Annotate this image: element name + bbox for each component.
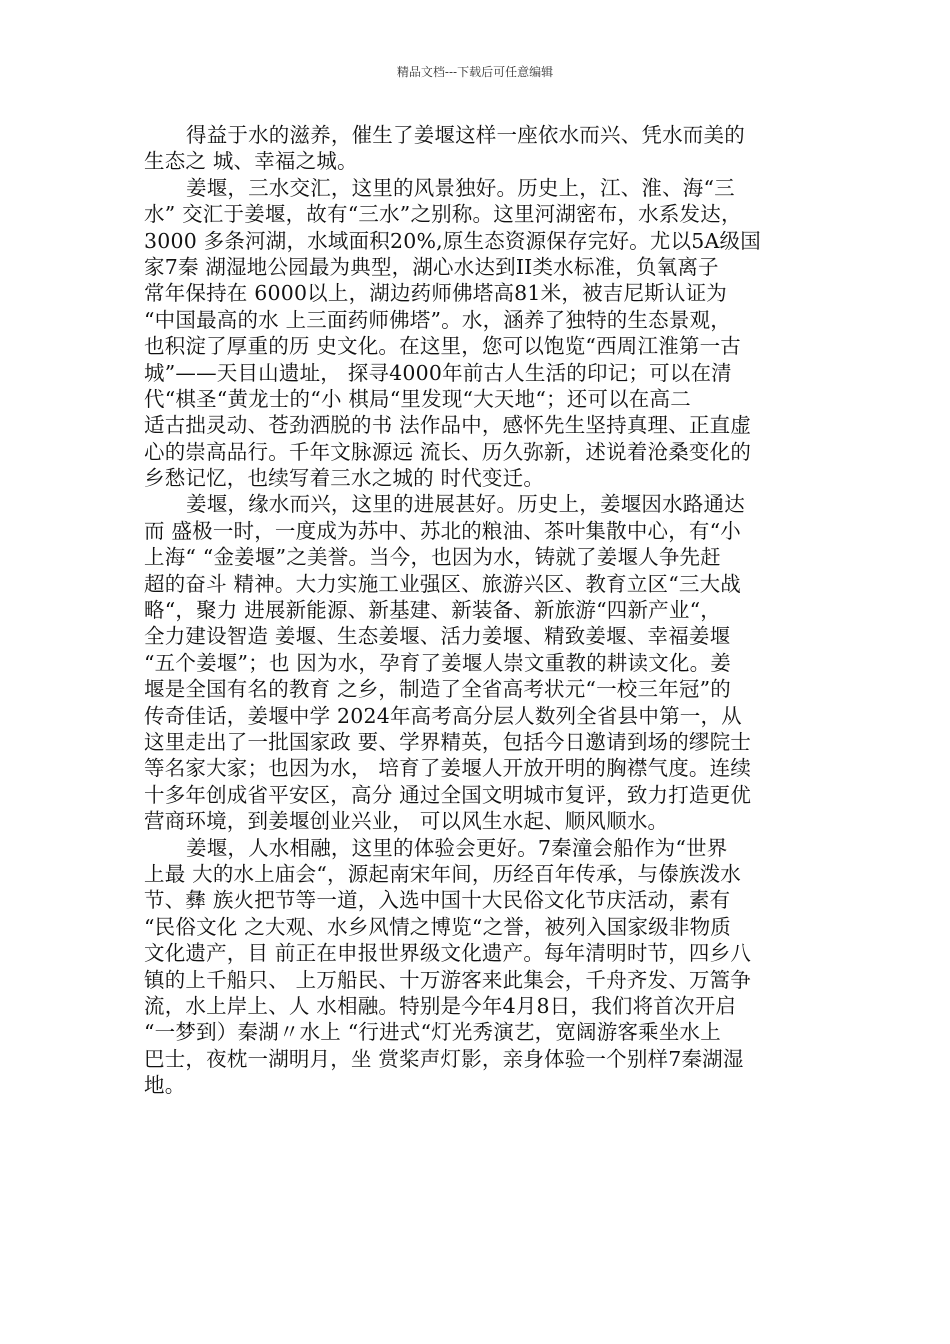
text-line: 这里走出了一批国家政 要、学界精英，包括今日邀请到场的缪院士 (144, 729, 752, 754)
text-line: 全力建设智造 姜堰、生态姜堰、活力姜堰、精致姜堰、幸福姜堰 (144, 624, 731, 649)
text-line: 适古拙灵动、苍劲洒脱的书 法作品中，感怀先生坚持真理、正直虚 (144, 413, 752, 438)
text-line: “五个姜堰”；也 因为水，孕育了姜堰人崇文重教的耕读文化。姜 (144, 650, 731, 675)
text-line: 水” 交汇于姜堰，故有“三水”之别称。这里河湖密布，水系发达， (144, 202, 742, 227)
text-line: “民俗文化 之大观、水乡风情之博览“之誉，被列入国家级非物质 (144, 914, 731, 939)
text-line: 巴士，夜枕一湖明月，坐 赏桨声灯影，亲身体验一个别样7秦湖湿 (144, 1046, 744, 1071)
text-line: 传奇佳话，姜堰中学 2024年高考高分层人数列全省县中第一，从 (144, 703, 742, 728)
text-line: 地。 (144, 1073, 186, 1098)
page-header: 精品文档---下载后可任意编辑 (396, 65, 554, 79)
document-body (144, 122, 818, 1098)
text-line: 节、彝 族火把节等一道，入选中国十大民俗文化节庆活动，素有 (144, 888, 731, 913)
text-line: 镇的上千船只、 上万船民、十万游客来此集会，千舟齐发、万篙争 (144, 967, 752, 992)
text-line: 营商环境，到姜堰创业兴业， 可以风生水起、顺风顺水。 (144, 809, 669, 834)
text-line: 乡愁记忆，也续写着三水之城的 时代变迁。 (144, 466, 545, 491)
text-line: 心的崇高品行。千年文脉源远 流长、历久弥新，述说着沧桑变化的 (144, 439, 752, 464)
text-line: 城”——天目山遗址， 探寻4000年前古人生活的印记；可以在清 (144, 360, 732, 385)
text-line: 略“，聚力 进展新能源、新基建、新装备、新旅游“四新产业“， (144, 598, 721, 623)
text-line: “一梦到）秦湖〃水上 “行进式“灯光秀演艺，宽阔游客乘坐水上 (144, 1020, 721, 1045)
text-line: 而 盛极一时，一度成为苏中、苏北的粮油、茶叶集散中心，有“小 (144, 518, 741, 543)
paragraph-development (144, 491, 818, 834)
text-line: 也积淀了厚重的历 史文化。在这里，您可以饱览“西周江淮第一古 (144, 334, 741, 359)
text-line: 姜堰，三水交汇，这里的风景独好。历史上，江、淮、海“三 (186, 175, 735, 200)
text-line: 得益于水的滋养，催生了姜堰这样一座依水而兴、凭水而美的 (186, 123, 745, 147)
text-line: 上最 大的水上庙会“，源起南宋年间，历经百年传承，与傣族泼水 (144, 861, 741, 886)
text-line: 超的奋斗 精神。大力实施工业强区、旅游兴区、教育立区“三大战 (144, 571, 741, 596)
text-line: 等名家大家；也因为水， 培育了姜堰人开放开明的胸襟气度。连续 (144, 756, 752, 781)
text-line: 3000 多条河湖，水域面积20%,原生态资源保存完好。尤以5A级国 (144, 228, 761, 253)
paragraph-intro (144, 122, 818, 175)
text-line: 代“棋圣“黄龙士的“小 棋局“里发现“大天地“；还可以在高二 (144, 386, 691, 411)
text-line: 堰是全国有名的教育 之乡，制造了全省高考状元“一校三年冠”的 (144, 677, 731, 702)
text-line: 常年保持在 6000以上，湖边药师佛塔高81米，被吉尼斯认证为 (144, 281, 727, 306)
paragraph-scenery (144, 175, 818, 492)
text-line: 文化遗产，目 前正在申报世界级文化遗产。每年清明时节，四乡八 (144, 941, 752, 966)
text-line: “中国最高的水 上三面药师佛塔”。水，涵养了独特的生态景观， (144, 307, 731, 332)
text-line: 流，水上岸上、人 水相融。特别是今年4月8日，我们将首次开启 (144, 993, 737, 1018)
text-line: 生态之 城、幸福之城。 (144, 149, 358, 174)
paragraph-experience (144, 835, 818, 1099)
text-line: 姜堰，人水相融，这里的体验会更好。7秦潼会船作为“世界 (186, 835, 728, 860)
text-line: 家7秦 湖湿地公园最为典型，湖心水达到II类水标准，负氧离子 (144, 254, 719, 279)
text-line: 上海“ “金姜堰”之美誉。当今，也因为水，铸就了姜堰人争先赶 (144, 545, 721, 570)
text-line: 姜堰，缘水而兴，这里的进展甚好。历史上，姜堰因水路通达 (186, 492, 745, 517)
text-line: 十多年创成省平安区，高分 通过全国文明城市复评，致力打造更优 (144, 782, 752, 807)
